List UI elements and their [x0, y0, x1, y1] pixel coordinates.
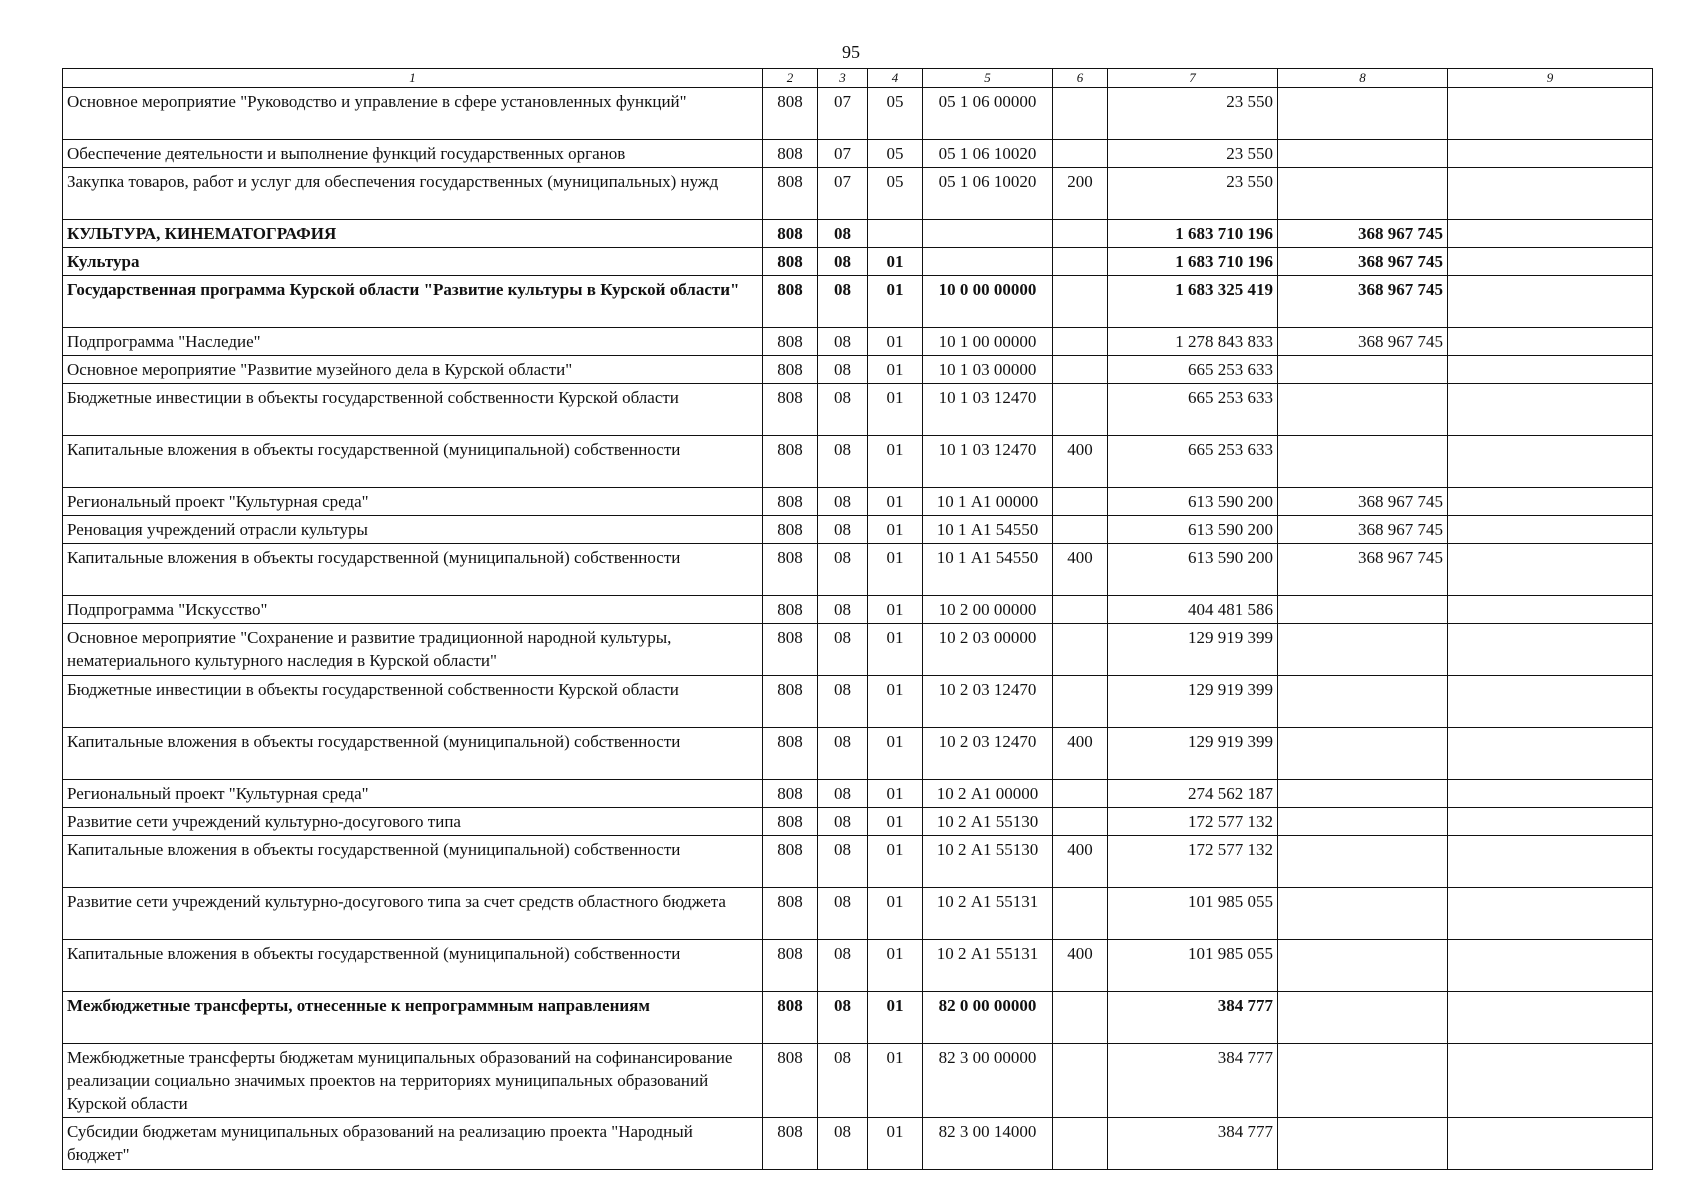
expense-type-cell [1053, 220, 1108, 248]
expense-type-cell [1053, 992, 1108, 1044]
section-code-cell: 08 [818, 328, 868, 356]
column-9-cell [1448, 384, 1653, 436]
ministry-code-cell: 808 [763, 676, 818, 728]
amount-federal-cell [1278, 992, 1448, 1044]
amount-total-cell: 1 278 843 833 [1108, 328, 1278, 356]
row-name-cell: Капитальные вложения в объекты государственной (муниципальной) собственности [63, 728, 763, 780]
section-code-cell: 07 [818, 140, 868, 168]
row-name-cell: Обеспечение деятельности и выполнение функций государственных органов [63, 140, 763, 168]
ministry-code-cell: 808 [763, 384, 818, 436]
target-article-cell: 10 2 03 00000 [923, 624, 1053, 676]
row-name-cell: Основное мероприятие "Развитие музейного дела в Курской области" [63, 356, 763, 384]
column-9-cell [1448, 488, 1653, 516]
subsection-code-cell: 01 [868, 516, 923, 544]
target-article-cell: 10 2 А1 00000 [923, 780, 1053, 808]
table-row [63, 888, 1653, 940]
table-row [63, 940, 1653, 992]
target-article-cell: 05 1 06 00000 [923, 88, 1053, 140]
row-name-cell: Основное мероприятие "Руководство и управление в сфере установленных функций" [63, 88, 763, 140]
column-9-cell [1448, 1044, 1653, 1118]
table-row [63, 596, 1653, 624]
ministry-code-cell: 808 [763, 992, 818, 1044]
row-name-cell: Региональный проект "Культурная среда" [63, 780, 763, 808]
subsection-code-cell: 01 [868, 940, 923, 992]
column-number: 5 [923, 69, 1053, 88]
subsection-code-cell: 05 [868, 140, 923, 168]
subsection-code-cell: 01 [868, 1118, 923, 1170]
expense-type-cell [1053, 1118, 1108, 1170]
expense-type-cell: 400 [1053, 728, 1108, 780]
subsection-code-cell: 01 [868, 888, 923, 940]
column-9-cell [1448, 436, 1653, 488]
target-article-cell: 10 2 03 12470 [923, 676, 1053, 728]
row-name-cell: Капитальные вложения в объекты государственной (муниципальной) собственности [63, 544, 763, 596]
table-row [63, 248, 1653, 276]
amount-federal-cell [1278, 1118, 1448, 1170]
column-9-cell [1448, 940, 1653, 992]
row-name-cell: Закупка товаров, работ и услуг для обеспечения государственных (муниципальных) нужд [63, 168, 763, 220]
table-body [63, 88, 1653, 1170]
section-code-cell: 08 [818, 992, 868, 1044]
subsection-code-cell: 01 [868, 596, 923, 624]
expense-type-cell [1053, 276, 1108, 328]
target-article-cell: 10 2 А1 55130 [923, 808, 1053, 836]
subsection-code-cell: 01 [868, 544, 923, 596]
section-code-cell: 08 [818, 356, 868, 384]
subsection-code-cell: 01 [868, 1044, 923, 1118]
expense-type-cell [1053, 676, 1108, 728]
expense-type-cell [1053, 888, 1108, 940]
expense-type-cell: 200 [1053, 168, 1108, 220]
amount-total-cell: 23 550 [1108, 88, 1278, 140]
ministry-code-cell: 808 [763, 940, 818, 992]
amount-federal-cell [1278, 356, 1448, 384]
column-9-cell [1448, 248, 1653, 276]
column-9-cell [1448, 220, 1653, 248]
ministry-code-cell: 808 [763, 1044, 818, 1118]
ministry-code-cell: 808 [763, 88, 818, 140]
target-article-cell: 10 1 А1 54550 [923, 544, 1053, 596]
amount-federal-cell: 368 967 745 [1278, 328, 1448, 356]
expense-type-cell [1053, 488, 1108, 516]
amount-federal-cell [1278, 808, 1448, 836]
column-number: 8 [1278, 69, 1448, 88]
column-9-cell [1448, 808, 1653, 836]
column-9-cell [1448, 836, 1653, 888]
column-number: 2 [763, 69, 818, 88]
target-article-cell: 05 1 06 10020 [923, 140, 1053, 168]
subsection-code-cell: 01 [868, 808, 923, 836]
amount-federal-cell: 368 967 745 [1278, 248, 1448, 276]
column-9-cell [1448, 168, 1653, 220]
amount-federal-cell: 368 967 745 [1278, 220, 1448, 248]
amount-total-cell: 384 777 [1108, 1044, 1278, 1118]
subsection-code-cell: 01 [868, 728, 923, 780]
column-9-cell [1448, 544, 1653, 596]
section-code-cell: 08 [818, 888, 868, 940]
table-row [63, 544, 1653, 596]
target-article-cell: 10 2 А1 55131 [923, 940, 1053, 992]
table-row [63, 836, 1653, 888]
amount-federal-cell [1278, 624, 1448, 676]
subsection-code-cell: 01 [868, 992, 923, 1044]
expense-type-cell [1053, 516, 1108, 544]
column-number: 1 [63, 69, 763, 88]
target-article-cell: 10 2 00 00000 [923, 596, 1053, 624]
subsection-code-cell: 01 [868, 436, 923, 488]
target-article-cell: 10 1 03 00000 [923, 356, 1053, 384]
amount-total-cell: 1 683 710 196 [1108, 248, 1278, 276]
table-row [63, 328, 1653, 356]
table-row [63, 992, 1653, 1044]
amount-total-cell: 384 777 [1108, 1118, 1278, 1170]
subsection-code-cell: 01 [868, 356, 923, 384]
section-code-cell: 08 [818, 676, 868, 728]
table-row [63, 488, 1653, 516]
expense-type-cell [1053, 140, 1108, 168]
row-name-cell: Развитие сети учреждений культурно-досугового типа за счет средств областного бюджета [63, 888, 763, 940]
section-code-cell: 08 [818, 1118, 868, 1170]
amount-total-cell: 384 777 [1108, 992, 1278, 1044]
ministry-code-cell: 808 [763, 780, 818, 808]
row-name-cell: Подпрограмма "Наследие" [63, 328, 763, 356]
table-row [63, 728, 1653, 780]
section-code-cell: 08 [818, 248, 868, 276]
subsection-code-cell: 01 [868, 248, 923, 276]
subsection-code-cell: 01 [868, 488, 923, 516]
expense-type-cell [1053, 808, 1108, 836]
amount-total-cell: 172 577 132 [1108, 808, 1278, 836]
ministry-code-cell: 808 [763, 836, 818, 888]
table-row [63, 808, 1653, 836]
amount-total-cell: 129 919 399 [1108, 728, 1278, 780]
section-code-cell: 07 [818, 168, 868, 220]
expense-type-cell [1053, 1044, 1108, 1118]
target-article-cell: 10 1 А1 54550 [923, 516, 1053, 544]
column-9-cell [1448, 516, 1653, 544]
subsection-code-cell: 01 [868, 780, 923, 808]
amount-federal-cell [1278, 168, 1448, 220]
budget-table [62, 68, 1653, 1170]
amount-total-cell: 665 253 633 [1108, 436, 1278, 488]
expense-type-cell: 400 [1053, 436, 1108, 488]
section-code-cell: 08 [818, 624, 868, 676]
amount-total-cell: 665 253 633 [1108, 384, 1278, 436]
table-row [63, 88, 1653, 140]
ministry-code-cell: 808 [763, 356, 818, 384]
section-code-cell: 08 [818, 436, 868, 488]
expense-type-cell [1053, 780, 1108, 808]
target-article-cell: 05 1 06 10020 [923, 168, 1053, 220]
target-article-cell: 10 2 А1 55131 [923, 888, 1053, 940]
section-code-cell: 08 [818, 940, 868, 992]
amount-federal-cell: 368 967 745 [1278, 544, 1448, 596]
expense-type-cell [1053, 596, 1108, 624]
table-row [63, 356, 1653, 384]
target-article-cell: 10 1 03 12470 [923, 436, 1053, 488]
amount-total-cell: 1 683 710 196 [1108, 220, 1278, 248]
ministry-code-cell: 808 [763, 596, 818, 624]
amount-total-cell: 613 590 200 [1108, 516, 1278, 544]
row-name-cell: Культура [63, 248, 763, 276]
table-row [63, 220, 1653, 248]
subsection-code-cell: 05 [868, 168, 923, 220]
target-article-cell: 82 3 00 00000 [923, 1044, 1053, 1118]
row-name-cell: КУЛЬТУРА, КИНЕМАТОГРАФИЯ [63, 220, 763, 248]
subsection-code-cell: 01 [868, 384, 923, 436]
ministry-code-cell: 808 [763, 140, 818, 168]
section-code-cell: 08 [818, 596, 868, 624]
section-code-cell: 08 [818, 808, 868, 836]
table-row [63, 1044, 1653, 1118]
section-code-cell: 08 [818, 384, 868, 436]
page-number: 95 [842, 42, 860, 62]
table-row [63, 516, 1653, 544]
ministry-code-cell: 808 [763, 808, 818, 836]
amount-total-cell: 101 985 055 [1108, 888, 1278, 940]
amount-federal-cell [1278, 140, 1448, 168]
amount-federal-cell [1278, 436, 1448, 488]
target-article-cell: 10 2 03 12470 [923, 728, 1053, 780]
ministry-code-cell: 808 [763, 624, 818, 676]
expense-type-cell [1053, 248, 1108, 276]
column-9-cell [1448, 624, 1653, 676]
target-article-cell [923, 220, 1053, 248]
amount-federal-cell [1278, 676, 1448, 728]
target-article-cell: 10 1 А1 00000 [923, 488, 1053, 516]
expense-type-cell [1053, 328, 1108, 356]
expense-type-cell: 400 [1053, 836, 1108, 888]
ministry-code-cell: 808 [763, 544, 818, 596]
amount-total-cell: 23 550 [1108, 168, 1278, 220]
column-9-cell [1448, 888, 1653, 940]
table-row [63, 676, 1653, 728]
row-name-cell: Капитальные вложения в объекты государственной (муниципальной) собственности [63, 836, 763, 888]
table-row [63, 384, 1653, 436]
ministry-code-cell: 808 [763, 728, 818, 780]
target-article-cell: 82 3 00 14000 [923, 1118, 1053, 1170]
column-number: 4 [868, 69, 923, 88]
column-number: 6 [1053, 69, 1108, 88]
table-row [63, 624, 1653, 676]
row-name-cell: Развитие сети учреждений культурно-досугового типа [63, 808, 763, 836]
ministry-code-cell: 808 [763, 888, 818, 940]
amount-total-cell: 665 253 633 [1108, 356, 1278, 384]
row-name-cell: Подпрограмма "Искусство" [63, 596, 763, 624]
column-9-cell [1448, 780, 1653, 808]
table-row [63, 1118, 1653, 1170]
section-code-cell: 08 [818, 544, 868, 596]
section-code-cell: 08 [818, 276, 868, 328]
section-code-cell: 07 [818, 88, 868, 140]
amount-federal-cell [1278, 836, 1448, 888]
section-code-cell: 08 [818, 220, 868, 248]
expense-type-cell [1053, 356, 1108, 384]
target-article-cell: 10 1 00 00000 [923, 328, 1053, 356]
column-9-cell [1448, 276, 1653, 328]
row-name-cell: Межбюджетные трансферты, отнесенные к непрограммным направлениям [63, 992, 763, 1044]
row-name-cell: Субсидии бюджетам муниципальных образований на реализацию проекта "Народный бюджет" [63, 1118, 763, 1170]
amount-total-cell: 404 481 586 [1108, 596, 1278, 624]
column-9-cell [1448, 88, 1653, 140]
section-code-cell: 08 [818, 780, 868, 808]
expense-type-cell [1053, 624, 1108, 676]
row-name-cell: Государственная программа Курской области "Развитие культуры в Курской области" [63, 276, 763, 328]
ministry-code-cell: 808 [763, 248, 818, 276]
row-name-cell: Бюджетные инвестиции в объекты государственной собственности Курской области [63, 384, 763, 436]
ministry-code-cell: 808 [763, 328, 818, 356]
amount-total-cell: 23 550 [1108, 140, 1278, 168]
section-code-cell: 08 [818, 1044, 868, 1118]
table-row [63, 780, 1653, 808]
expense-type-cell: 400 [1053, 940, 1108, 992]
amount-total-cell: 274 562 187 [1108, 780, 1278, 808]
table-row [63, 140, 1653, 168]
target-article-cell [923, 248, 1053, 276]
ministry-code-cell: 808 [763, 436, 818, 488]
amount-total-cell: 172 577 132 [1108, 836, 1278, 888]
amount-federal-cell [1278, 1044, 1448, 1118]
table-row [63, 276, 1653, 328]
amount-federal-cell [1278, 88, 1448, 140]
column-9-cell [1448, 676, 1653, 728]
ministry-code-cell: 808 [763, 168, 818, 220]
column-number: 7 [1108, 69, 1278, 88]
amount-total-cell: 129 919 399 [1108, 624, 1278, 676]
row-name-cell: Региональный проект "Культурная среда" [63, 488, 763, 516]
amount-total-cell: 129 919 399 [1108, 676, 1278, 728]
subsection-code-cell: 01 [868, 624, 923, 676]
amount-federal-cell [1278, 384, 1448, 436]
column-9-cell [1448, 140, 1653, 168]
column-number: 9 [1448, 69, 1653, 88]
table-row [63, 168, 1653, 220]
amount-federal-cell: 368 967 745 [1278, 276, 1448, 328]
amount-total-cell: 613 590 200 [1108, 488, 1278, 516]
subsection-code-cell: 01 [868, 836, 923, 888]
expense-type-cell [1053, 88, 1108, 140]
section-code-cell: 08 [818, 836, 868, 888]
column-9-cell [1448, 1118, 1653, 1170]
row-name-cell: Капитальные вложения в объекты государственной (муниципальной) собственности [63, 436, 763, 488]
column-9-cell [1448, 596, 1653, 624]
row-name-cell: Реновация учреждений отрасли культуры [63, 516, 763, 544]
subsection-code-cell: 01 [868, 328, 923, 356]
amount-federal-cell [1278, 780, 1448, 808]
column-9-cell [1448, 328, 1653, 356]
target-article-cell: 10 0 00 00000 [923, 276, 1053, 328]
column-9-cell [1448, 356, 1653, 384]
subsection-code-cell: 01 [868, 676, 923, 728]
section-code-cell: 08 [818, 728, 868, 780]
column-9-cell [1448, 992, 1653, 1044]
amount-total-cell: 613 590 200 [1108, 544, 1278, 596]
expense-type-cell [1053, 384, 1108, 436]
table-row [63, 436, 1653, 488]
ministry-code-cell: 808 [763, 488, 818, 516]
amount-federal-cell [1278, 596, 1448, 624]
column-number: 3 [818, 69, 868, 88]
amount-federal-cell: 368 967 745 [1278, 488, 1448, 516]
subsection-code-cell: 01 [868, 276, 923, 328]
subsection-code-cell: 05 [868, 88, 923, 140]
column-number-row [63, 69, 1653, 88]
amount-federal-cell [1278, 888, 1448, 940]
ministry-code-cell: 808 [763, 220, 818, 248]
ministry-code-cell: 808 [763, 1118, 818, 1170]
amount-federal-cell: 368 967 745 [1278, 516, 1448, 544]
row-name-cell: Межбюджетные трансферты бюджетам муниципальных образований на софинансирование реализации социально значимых проектов на территориях муниципальных образований Курской области [63, 1044, 763, 1118]
target-article-cell: 82 0 00 00000 [923, 992, 1053, 1044]
target-article-cell: 10 1 03 12470 [923, 384, 1053, 436]
ministry-code-cell: 808 [763, 516, 818, 544]
row-name-cell: Бюджетные инвестиции в объекты государственной собственности Курской области [63, 676, 763, 728]
row-name-cell: Основное мероприятие "Сохранение и развитие традиционной народной культуры, нематериального культурного наследия в Курской области" [63, 624, 763, 676]
row-name-cell: Капитальные вложения в объекты государственной (муниципальной) собственности [63, 940, 763, 992]
section-code-cell: 08 [818, 516, 868, 544]
expense-type-cell: 400 [1053, 544, 1108, 596]
amount-federal-cell [1278, 728, 1448, 780]
subsection-code-cell [868, 220, 923, 248]
amount-total-cell: 1 683 325 419 [1108, 276, 1278, 328]
ministry-code-cell: 808 [763, 276, 818, 328]
section-code-cell: 08 [818, 488, 868, 516]
amount-total-cell: 101 985 055 [1108, 940, 1278, 992]
target-article-cell: 10 2 А1 55130 [923, 836, 1053, 888]
column-9-cell [1448, 728, 1653, 780]
amount-federal-cell [1278, 940, 1448, 992]
